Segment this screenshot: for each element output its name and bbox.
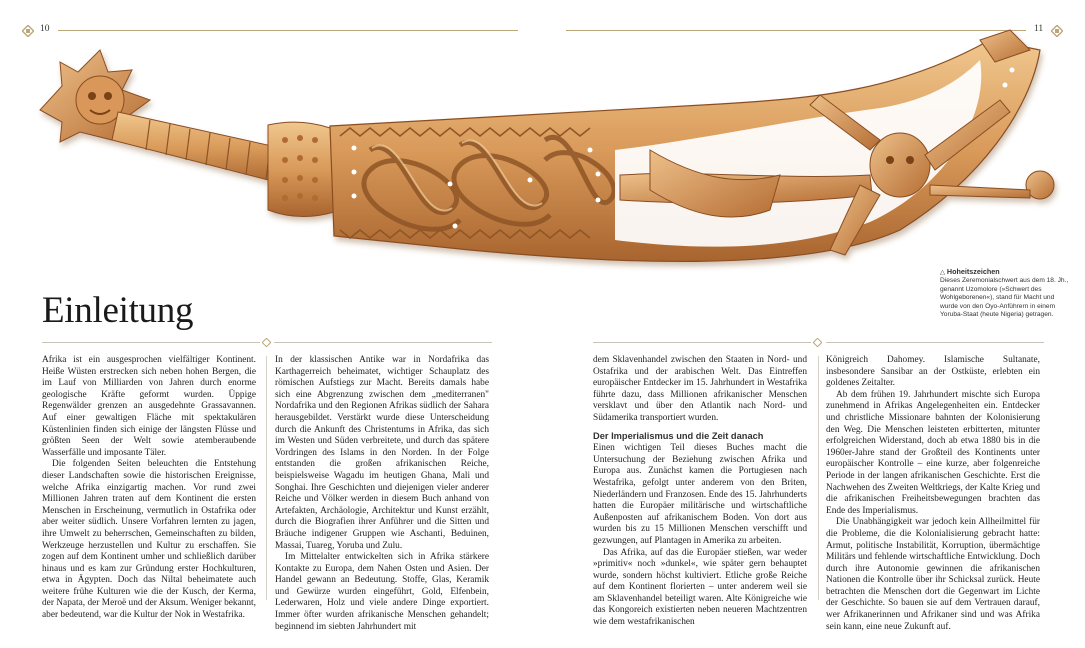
column-separator	[818, 356, 819, 600]
page-number-right: 11	[1034, 24, 1044, 34]
caption-title: Hoheitszeichen	[946, 267, 1000, 276]
text-column-2	[275, 355, 489, 633]
text-column-3	[593, 355, 807, 629]
text-column-4	[826, 355, 1040, 633]
divider-rule	[826, 342, 1044, 343]
triangle-icon: △	[940, 269, 946, 276]
paragraph: Ab dem frühen 19. Jahrhundert mischte sich Europa zunehmend in Afrikas Angelegenheiten ein. Entdecker und christliche Missionare bahnten der Kolonisierung den Weg. Die Menschen leisteten erbitterten, mitunter erfolgreichen Widerstand, doch ab etwa 1880 bis in die 1960er-Jahre stand der Großteil des Kontinents unter europäischer Kontrolle – eine kurze, aber folgenreiche Periode in der langen afrikanischen Geschichte. Erst die Nachwehen des Zweiten Weltkriegs, der Kalte Krieg und die afrikanischen Freiheitsbewegungen brachten das Ende des Imperialismus.	[826, 389, 1040, 516]
paragraph: Im Mittelalter entwickelten sich in Afrika stärkere Kontakte zu Europa, dem Nahen Osten und Asien. Der Handel gewann an Bedeutung. Stoffe, Glas, Keramik und Gewürze wurden eingeführt, Gold, Elfenbein, Lederwaren, Holz und viele andere Dinge exportiert. Immer öfter wurden afrikanische Menschen gehandelt; beginnend im siebten Jahrhundert mit	[275, 552, 489, 632]
ceremonial-sword-image	[0, 0, 1085, 300]
caption-text: Dieses Zeremonialschwert aus dem 18. Jh., genannt Uzomolore (»Schwert des Wohlgeborenen«), stand für Macht und wurde von den Oyo-Anführern in einem Yoruba-Staat (heute Nigeria) getragen.	[940, 277, 1069, 319]
page-title: Einleitung	[42, 290, 194, 331]
divider-rule	[42, 342, 260, 343]
column-separator	[266, 356, 267, 600]
paragraph: In der klassischen Antike war in Nordafrika das Karthagerreich beheimatet, wichtiger Schauplatz des römischen Aufstiegs zur Macht. Bereits damals habe sich eine Abgrenzung zwischen dem „mediterranen" Nordafrika und den Regionen Afrikas südlich der Sahara herausgebildet. Verstärkt wurde diese Unterscheidung durch die Ankunft des Christentums in Afrika, das sich im Westen und Süden verbreitete, und durch das spätere Vordringen des Islams in den Norden. In der Folge entstanden die großen afrikanischen Reiche, beispielsweise Wagadu im heutigen Ghana, Mali und Songhai. Ihre Geschichten und diejenigen vieler anderer Reiche und Völker werden in diesem Buch anhand von Artefakten, Archäologie, Architektur und Kunst erzählt, durch die Biografien ihrer Anführer und die Sitten und Bräuche indigener Gruppen wie Aschanti, Beduinen, Massai, Tuareg, Yoruba und Zulu.	[275, 355, 489, 551]
divider-rule	[274, 342, 492, 343]
text-column-1	[42, 355, 256, 622]
paragraph: Das Afrika, auf das die Europäer stießen, war weder »primitiv« noch »dunkel«, wie später gern behauptet wurde, sondern höchst kultiviert. Etliche große Reiche auf dem Kontinent florierten – unter anderem weil sie am Sklavenhandel beteiligt waren. Alte Königreiche wie das Kongoreich existierten neben neueren Machtzentren wie dem westafrikanischen	[593, 547, 807, 628]
paragraph: Königreich Dahomey. Islamische Sultanate, insbesondere Sansibar an der Ostküste, erlebten ein goldenes Zeitalter.	[826, 355, 1040, 389]
paragraph: Die folgenden Seiten beleuchten die Entstehung dieser Landschaften sowie die historischen Ereignisse, welche Afrika einzigartig machen. Vor rund zwei Millionen Jahren traten auf dem Kontinent die ersten Menschen in Erscheinung, vermutlich in Ostafrika oder aber weiter südlich. Unsere Vorfahren lernten zu jagen, ihre Umwelt zu beherrschen, Gemeinschaften zu bilden, Werkzeuge herzustellen und Kultur zu erschaffen. Sie zogen auf dem Kontinent umher und schließlich darüber hinaus und es kam zur Gründung erster Hochkulturen, etwa in Ägypten. Doch das Niltal beheimatete auch weitere frühe Kulturen wie die der Kusch, der Kerma, der Napata, der Meroë und der Aksum. Weniger bekannt, aber bedeutend, war die Kultur der Nok in Westafrika.	[42, 459, 256, 621]
section-heading: Der Imperialismus und die Zeit danach	[593, 430, 764, 441]
paragraph: Afrika ist ein ausgesprochen vielfältiger Kontinent. Heiße Wüsten erstrecken sich neben hohen Bergen, die im Lauf von Milliarden von Jahren durch enorme geologische Kräfte geformt wurden. Üppige Regenwälder grenzen an ausgedehnte Grassavannen. Auf einer gewaltigen Fläche mit spektakulären Küstenlinien finden sich einige der längsten Flüsse und größten Seen der Welt sowie atemberaubende Wasserfälle und imposante Täler.	[42, 355, 256, 458]
divider-ornament-icon	[262, 338, 271, 347]
page-number-left: 10	[40, 24, 50, 34]
divider-rule	[593, 342, 811, 343]
paragraph: Einen wichtigen Teil dieses Buches macht die Untersuchung der Beziehung zwischen Afrika und Europa aus. Zunächst kamen die Portugiesen nach Westafrika, gefolgt unter anderem von den Briten, Niederländern und Franzosen. Ende des 15. Jahrhunderts hatten die Europäer militärische und wirtschaftliche Außenposten auf afrikanischem Boden. Von dort aus wurden bis zu 15 Millionen Menschen verschifft und gezwungen, auf Plantagen in Amerika zu arbeiten.	[593, 443, 807, 546]
figure-caption	[940, 268, 1070, 319]
paragraph: Die Unabhängigkeit war jedoch kein Allheilmittel für die Probleme, die die Kolonialisierung gebracht hatte: Armut, politische Instabilität, Korruption, übermächtige Militärs und fehlende wirtschaftliche Entwicklung. Doch durch ihre Autonomie gewinnen die afrikanischen Nationen die Kontrolle über ihr Schicksal zurück. Heute betrachten die Menschen dort die Gegenwart im Lichte der Geschichte. So bauen sie auf dem Vertrauen darauf, wer Afrikanerinnen und Afrikaner sind und was Afrika sein kann, eine neue Zukunft auf.	[826, 517, 1040, 632]
divider-ornament-icon	[813, 338, 822, 347]
paragraph: dem Sklavenhandel zwischen den Staaten in Nord- und Ostafrika und der arabischen Welt. Das Eintreffen europäischer Entdecker im 15. Jahrhundert in Westafrika führte dazu, dass Millionen afrikanischer Menschen versklavt und über den Atlantik nach Nord- und Südamerika transportiert wurden.	[593, 355, 807, 423]
